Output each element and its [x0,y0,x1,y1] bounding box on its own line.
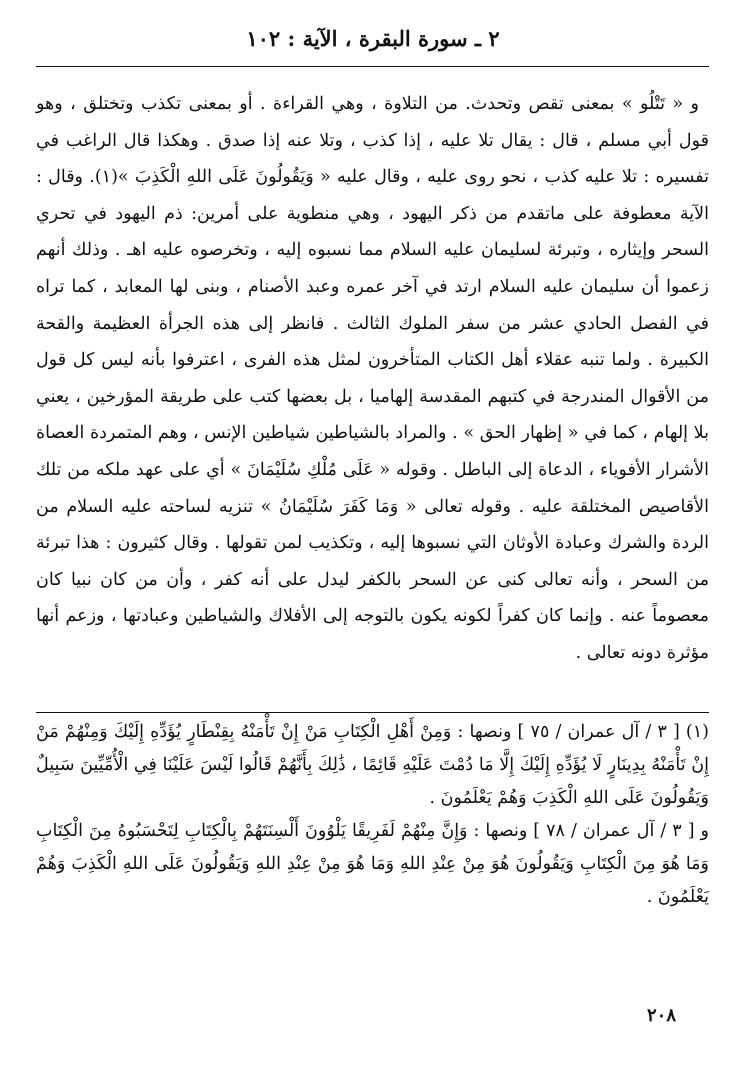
footnotes [36,716,709,914]
body-paragraph: و « تَتْلُو » بمعنى تقص وتحدث. من التلاوة ، وهي القراءة . أو بمعنى تكذب وتختلق ، وهو قول أبي مسلم ، قال : يقال تلا عليه ، إذا كذب ، وتلا عنه إذا صدق . وهكذا قال الراغب في تفسيره : تلا عليه كذب ، نحو روى عليه ، وقال عليه « وَيَقُولُونَ عَلَى اللهِ الْكَذِبَ »(١). وقال : الآية معطوفة على ماتقدم من ذكر اليهود ، وهي منطوية على أمرين: ذم اليهود في تحري السحر وإيثاره ، وتبرئة لسليمان عليه السلام مما نسبوه إليه ، وتخرصوه عليه اهـ . وذلك أنهم زعموا أن سليمان عليه السلام ارتد في آخر عمره وعبد الأصنام ، وبنى لها المعابد ، كما تراه في الفصل الحادي عشر من سفر الملوك الثالث . فانظر إلى هذه الجرأة العظيمة والقحة الكبيرة . ولما تنبه عقلاء أهل الكتاب المتأخرون لمثل هذه الفرى ، اعترفوا بأنه ليس كل قول من الأقوال المندرجة في كتبهم المقدسة إلهاميا ، بل بعضها كتب على طريقة المؤرخين ، يعني بلا إلهام ، كما في « إظهار الحق » . والمراد بالشياطين شياطين الإنس ، وهم المتمردة العصاة الأشرار الأفوياء ، الدعاة إلى الباطل . وقوله « عَلَى مُلْكِ سُلَيْمَانَ » أي على عهد ملكه من تلك الأقاصيص المختلقة عليه . وقوله تعالى « وَمَا كَفَرَ سُلَيْمَانُ » تنزيه لساحته عليه السلام من الردة والشرك وعبادة الأوثان التي نسبوها إليه ، وتكذيب لمن تقولها . وقال كثيرون : هذا تبرئة من السحر ، وأنه تعالى كنى عن السحر بالكفر ليدل على أنه كفر ، وأن من كان نبيا كان معصوماً عنه . وإنما كان كفراً لكونه يكون بالتوجه إلى الأفلاك والشياطين وعبادتها ، وزعم أنها مؤثرة دونه تعالى . [36,94,709,663]
footnote-2: و [ ٣ / آل عمران / ٧٨ ] ونصها : وَإِنَّ مِنْهُمْ لَفَرِيقًا يَلْوُونَ أَلْسِنَتَهُمْ بِالْكِتَابِ لِتَحْسَبُوهُ مِنَ الْكِتَابِ وَمَا هُوَ مِنَ الْكِتَابِ وَيَقُولُونَ هُوَ مِنْ عِنْدِ اللهِ وَمَا هُوَ مِنْ عِنْدِ اللهِ وَيَقُولُونَ عَلَى اللهِ الْكَذِبَ وَهُمْ يَعْلَمُونَ . [36,821,709,907]
running-header: ٢ ـ سورة البقرة ، الآية : ١٠٢ [246,26,500,51]
page-number: ٢٠٨ [646,1005,676,1026]
footnote-1: (١) [ ٣ / آل عمران / ٧٥ ] ونصها : وَمِنْ أَهْلِ الْكِتَابِ مَنْ إِنْ تَأْمَنْهُ بِقِنْطَارٍ يُؤَدِّهِ إِلَيْكَ وَمِنْهُمْ مَنْ إِنْ تَأْمَنْهُ بِدِينَارٍ لَا يُؤَدِّهِ إِلَيْكَ إِلَّا مَا دُمْتَ عَلَيْهِ قَائِمًا ، ذَٰلِكَ بِأَنَّهُمْ قَالُوا لَيْسَ عَلَيْنَا فِي الْأُمِّيِّينَ سَبِيلٌ وَيَقُولُونَ عَلَى اللهِ الْكَذِبَ وَهُمْ يَعْلَمُونَ . [36,722,709,808]
footnote-divider [36,712,709,713]
header-divider [36,66,709,67]
main-text [36,86,709,672]
